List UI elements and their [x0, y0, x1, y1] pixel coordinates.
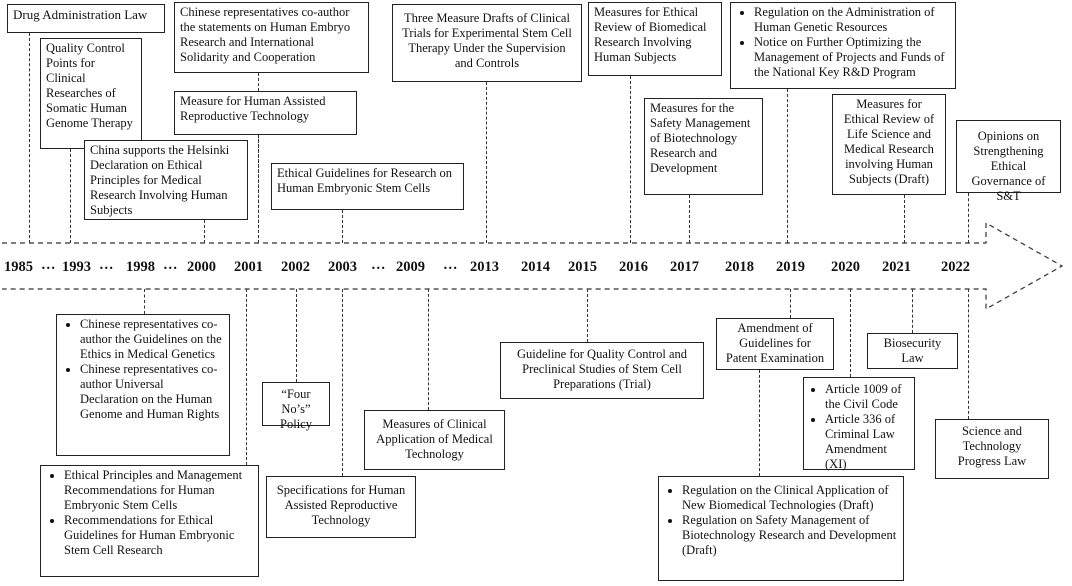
event-text: Measures for Ethical Review of Life Science and Medical Research involving Human Subjects (Draft)	[843, 97, 935, 186]
connector-line	[258, 135, 259, 243]
year-label: 2020	[831, 259, 860, 275]
ellipsis: …	[99, 257, 115, 273]
connector-line	[342, 210, 343, 243]
event-box	[588, 2, 722, 76]
year-label: 2002	[281, 259, 310, 275]
event-text: Quality Control Points for Clinical Researches of Somatic Human Genome Therapy	[46, 41, 133, 130]
event-box	[867, 333, 958, 369]
year-label: 2003	[328, 259, 357, 275]
connector-line	[29, 33, 30, 243]
year-label: 2018	[725, 259, 754, 275]
year-label: 1993	[62, 259, 91, 275]
connector-line	[70, 149, 71, 243]
event-box	[500, 342, 704, 399]
year-label: 2014	[521, 259, 550, 275]
year-label: 2000	[187, 259, 216, 275]
event-text: • Ethical Principles and Management Recommendations for Human Embryonic Stem Cells	[64, 468, 253, 513]
event-text: Measures for the Safety Management of Biotechnology Research and Development	[650, 101, 751, 175]
connector-line	[790, 289, 791, 318]
event-box	[7, 4, 165, 33]
event-text: • Chinese representatives co-author Universal Declaration on the Human Genome and Human Rights	[80, 362, 224, 422]
event-text: Science and Technology Progress Law	[957, 424, 1027, 468]
event-box	[84, 140, 248, 220]
year-label: 2013	[470, 259, 499, 275]
event-text: • Regulation on Safety Management of Biotechnology Research and Development (Draft)	[682, 513, 898, 558]
connector-line	[787, 89, 788, 243]
event-box	[730, 2, 956, 89]
connector-line	[904, 195, 905, 243]
connector-line	[486, 82, 487, 243]
event-box	[644, 98, 763, 195]
event-box	[956, 120, 1061, 203]
event-text: Measure for Human Assisted Reproductive Technology	[180, 94, 326, 123]
event-text: Biosecurity Law	[883, 336, 942, 365]
event-text: Measures of Clinical Application of Medical Technology	[376, 417, 493, 461]
connector-line	[587, 289, 588, 342]
event-text: • Recommendations for Ethical Guidelines for Human Embryonic Stem Cell Research	[64, 513, 253, 558]
event-box	[658, 476, 904, 581]
event-text: • Regulation on the Clinical Application of New Biomedical Technologies (Draft)	[682, 483, 898, 513]
connector-line	[759, 370, 760, 476]
event-text: Guideline for Quality Control and Preclinical Studies of Stem Cell Preparations (Trial)	[516, 347, 688, 391]
event-text: Ethical Guidelines for Research on Human Embryonic Stem Cells	[277, 166, 452, 195]
event-box	[174, 2, 369, 73]
connector-line	[144, 289, 145, 314]
year-label: 1985	[4, 259, 33, 275]
year-label: 2009	[396, 259, 425, 275]
event-box	[716, 318, 834, 370]
event-text: Three Measure Drafts of Clinical Trials for Experimental Stem Cell Therapy Under the Supervision and Controls	[402, 11, 572, 70]
event-box	[174, 91, 357, 135]
year-label: 2015	[568, 259, 597, 275]
event-box	[56, 314, 230, 456]
year-label: 2017	[670, 259, 699, 275]
event-text: Chinese representatives co-author the statements on Human Embryo Research and International Solidarity and Cooperation	[180, 5, 351, 64]
connector-line	[204, 220, 205, 243]
event-box	[832, 94, 946, 195]
ellipsis: …	[371, 257, 387, 273]
event-box	[935, 419, 1049, 479]
connector-line	[968, 289, 969, 419]
event-box	[262, 382, 330, 431]
event-text: • Article 1009 of the Civil Code	[825, 382, 909, 412]
event-text: “Four No’s” Policy	[280, 387, 312, 431]
event-text: China supports the Helsinki Declaration on Ethical Principles for Medical Research Involving Human Subjects	[90, 143, 230, 217]
event-box	[40, 465, 259, 577]
event-text: Amendment of Guidelines for Patent Examination	[725, 321, 825, 365]
event-box	[40, 38, 142, 149]
event-text: • Notice on Further Optimizing the Management of Projects and Funds of the National Key R&D Program	[754, 35, 950, 80]
connector-line	[850, 289, 851, 377]
ellipsis: …	[443, 257, 459, 273]
connector-line	[428, 289, 429, 410]
connector-line	[296, 289, 297, 382]
year-label: 2021	[882, 259, 911, 275]
event-text: • Chinese representatives co-author the Guidelines on the Ethics in Medical Genetics	[80, 317, 224, 362]
event-box	[266, 476, 416, 538]
year-label: 2016	[619, 259, 648, 275]
event-text: • Regulation on the Administration of Human Genetic Resources	[754, 5, 950, 35]
event-text: Measures for Ethical Review of Biomedical Research Involving Human Subjects	[594, 5, 707, 64]
event-box	[803, 377, 915, 470]
connector-line	[342, 289, 343, 476]
event-text: Opinions on Strengthening Ethical Governance of S&T	[971, 129, 1046, 203]
year-label: 2019	[776, 259, 805, 275]
event-box	[392, 4, 582, 82]
year-label: 1998	[126, 259, 155, 275]
connector-line	[630, 76, 631, 243]
connector-line	[689, 195, 690, 243]
connector-line	[912, 289, 913, 333]
event-box	[364, 410, 505, 470]
year-label: 2001	[234, 259, 263, 275]
event-text: Drug Administration Law	[13, 7, 148, 22]
event-box	[271, 163, 464, 210]
ellipsis: …	[41, 257, 57, 273]
event-text: Specifications for Human Assisted Reproductive Technology	[276, 483, 406, 527]
event-text: • Article 336 of Criminal Law Amendment (XI)	[825, 412, 909, 472]
connector-line	[246, 289, 247, 465]
ellipsis: …	[163, 257, 179, 273]
year-label: 2022	[941, 259, 970, 275]
